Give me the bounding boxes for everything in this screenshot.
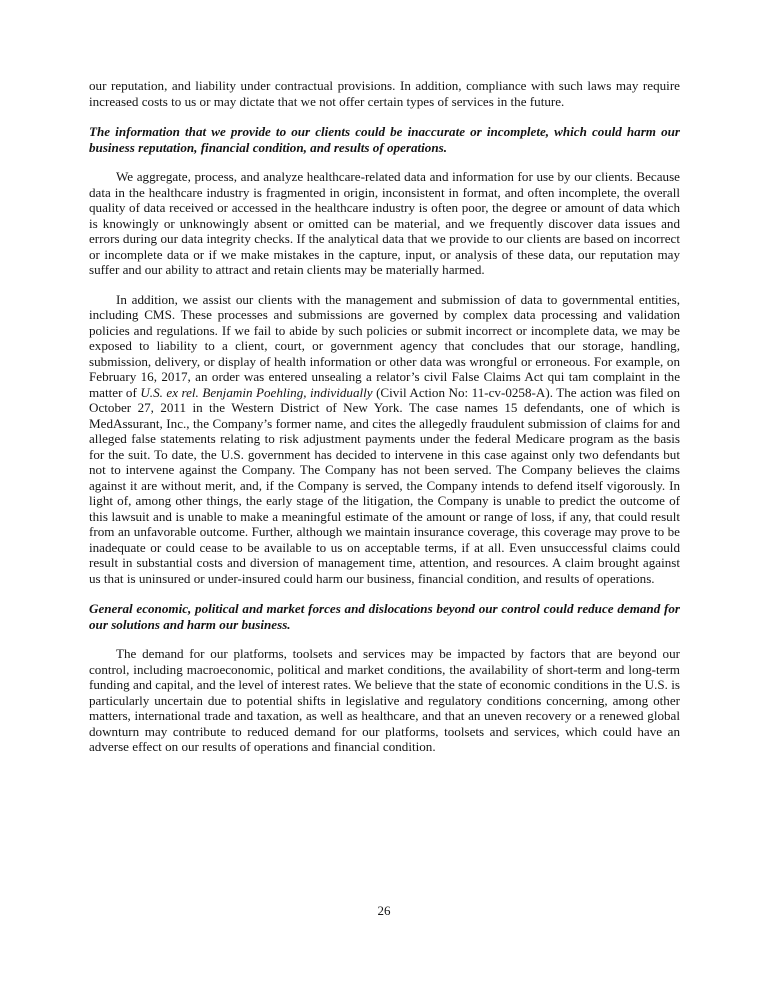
page-number: 26 (377, 903, 391, 918)
page-content (89, 78, 680, 755)
paragraph-text: In addition, we assist our clients with the management and submission of data to governmental entities, including CMS. These processes and submissions are governed by complex data processing and validation policies and regulations. If we fail to abide by such policies or submit incorrect or incomplete data, we may be exposed to liability to a client, court, or government agency that concludes that our storage, handling, submission, delivery, or display of health information or other data was wrongful or erroneous. For example, on February 16, 2017, an order was entered unsealing a relator’s civil False Claims Act qui tam complaint in the matter of (89, 291, 680, 400)
paragraph-continuation: our reputation, and liability under contractual provisions. In addition, compliance with such laws may require increased costs to us or may dictate that we not offer certain types of services in the future. (89, 78, 680, 109)
paragraph: We aggregate, process, and analyze healthcare-related data and information for use by our clients. Because data in the healthcare industry is fragmented in origin, inconsistent in format, and often incomplete, the overall quality of data received or accessed in the healthcare industry is often poor, the degree or amount of data which is knowingly or unknowingly absent or omitted can be material, and we frequently discover data issues and errors during our data integrity checks. If the analytical data that we provide to our clients are based on incorrect or incomplete data or if we make mistakes in the capture, input, or analysis of these data, our reputation may suffer and our ability to attract and retain clients may be materially harmed. (89, 169, 680, 277)
paragraph-text: (Civil Action No: 11-cv-0258-A). The action was filed on October 27, 2011 in the Western District of New York. The case names 15 defendants, one of which is MedAssurant, Inc., the Company’s former name, and cites the allegedly fraudulent submission of claims for and alleged false statements relating to risk adjustment payments under the federal Medicare program as the basis for the suit. To date, the U.S. government has decided to intervene in this case against only two defendants but not to intervene against the Company. The Company has not been served. The Company believes the claims against it are without merit, and, if the Company is served, the Company intends to defend itself vigorously. In light of, among other things, the early stage of the litigation, the Company is unable to predict the outcome of this lawsuit and is unable to make a meaningful estimate of the amount or range of loss, if any, that could result from an unfavorable outcome. Further, although we maintain insurance coverage, this coverage may prove to be inadequate or could cease to be available to us on acceptable terms, if at all. Even unsuccessful claims could result in substantial costs and diversion of management time, attention, and resources. A claim brought against us that is uninsured or under-insured could harm our business, financial condition, and results of operations. (89, 384, 680, 586)
risk-factor-heading-economic-forces: General economic, political and market forces and dislocations beyond our control could reduce demand for our solutions and harm our business. (89, 601, 680, 632)
paragraph (89, 292, 680, 587)
case-citation: U.S. ex rel. Benjamin Poehling, individually (140, 384, 373, 400)
risk-factor-heading-information-accuracy: The information that we provide to our clients could be inaccurate or incomplete, which could harm our business reputation, financial condition, and results of operations. (89, 124, 680, 155)
paragraph: The demand for our platforms, toolsets and services may be impacted by factors that are beyond our control, including macroeconomic, political and market conditions, the availability of short-term and long-term funding and capital, and the level of interest rates. We believe that the state of economic conditions in the U.S. is particularly uncertain due to potential shifts in legislative and regulatory conditions concerning, among other matters, international trade and taxation, as well as healthcare, and that an uneven recovery or a renewed global downturn may contribute to reduced demand for our platforms, toolsets and services, which could have an adverse effect on our results of operations and financial condition. (89, 646, 680, 754)
